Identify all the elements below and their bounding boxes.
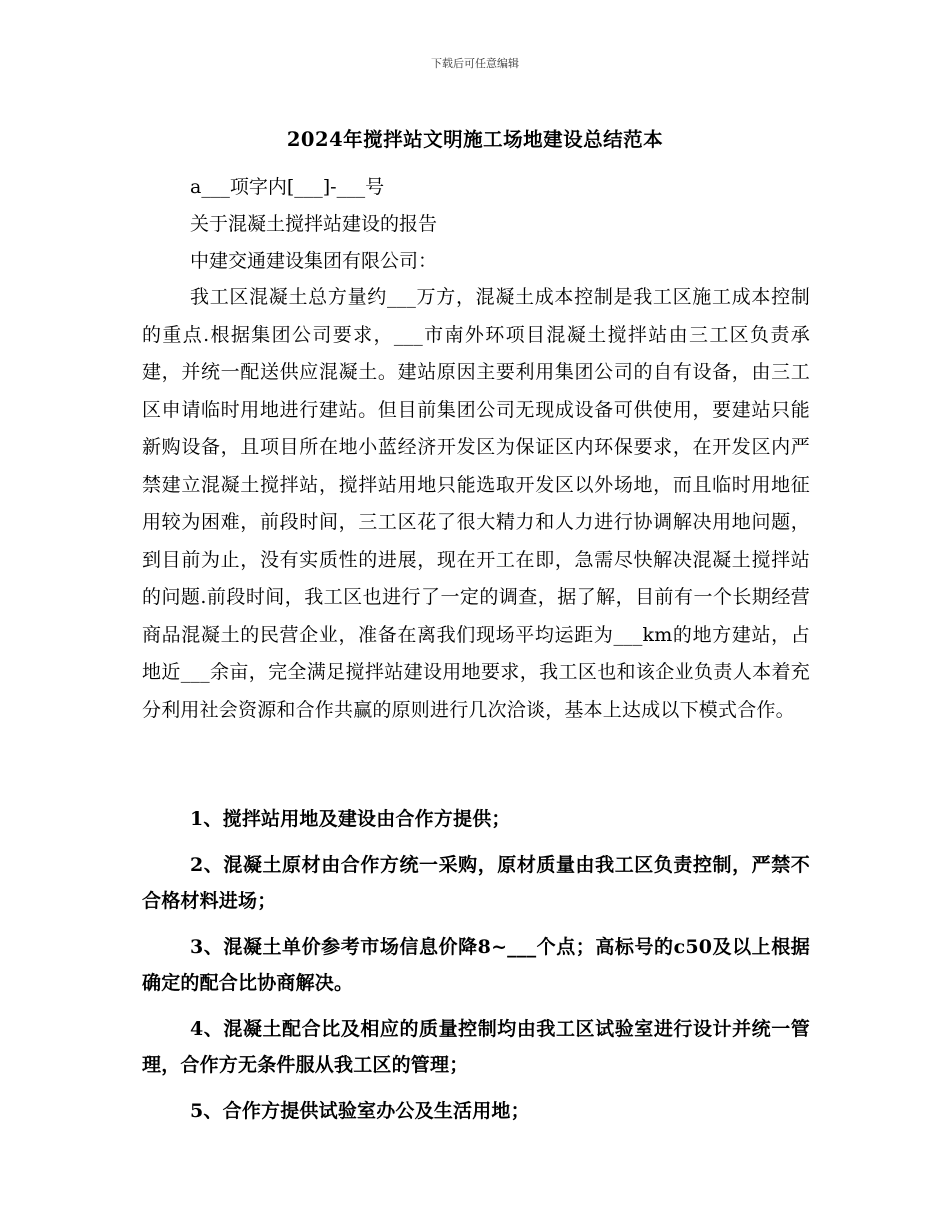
cooperation-terms-list xyxy=(142,801,810,1139)
document-title: 2024年搅拌站文明施工场地建设总结范本 xyxy=(286,128,664,151)
report-subject: 关于混凝土搅拌站建设的报告 xyxy=(190,213,438,235)
list-item: 4、混凝土配合比及相应的质量控制均由我工区试验室进行设计并统一管理，合作方无条件服从我工区的管理； xyxy=(142,1018,810,1076)
page-header-note: 下载后可任意编辑 xyxy=(431,57,519,70)
document-number: a___项字内[___]-___号 xyxy=(190,176,385,198)
body-paragraph: 我工区混凝土总方量约___万方，混凝土成本控制是我工区施工成本控制的重点.根据集团公司要求，___市南外环项目混凝土搅拌站由三工区负责承建，并统一配送供应混凝土。建站原因主要利用集团公司的自有设备，由三工区申请临时用地进行建站。但目前集团公司无现成设备可供使用，要建站只能新购设备，且项目所在地小蓝经济开发区为保证区内环保要求，在开发区内严禁建立混凝土搅拌站，搅拌站用地只能选取开发区以外场地，而且临时用地征用较为困难，前段时间，三工区花了很大精力和人力进行协调解决用地问题，到目前为止，没有实质性的进展，现在开工在即，急需尽快解决混凝土搅拌站的问题.前段时间，我工区也进行了一定的调查，据了解，目前有一个长期经营商品混凝土的民营企业，准备在离我们现场平均运距为___km的地方建站，占地近___余亩，完全满足搅拌站建设用地要求，我工区也和该企业负责人本着充分利用社会资源和合作共赢的原则进行几次洽谈，基本上达成以下模式合作。 xyxy=(142,286,810,721)
list-item: 2、混凝土原材由合作方统一采购，原材质量由我工区负责控制，严禁不合格材料进场； xyxy=(142,854,810,912)
addressee: 中建交通建设集团有限公司： xyxy=(190,250,438,272)
list-item: 1、搅拌站用地及建设由合作方提供； xyxy=(190,808,511,830)
list-item: 5、合作方提供试验室办公及生活用地； xyxy=(190,1100,530,1122)
list-item: 3、混凝土单价参考市场信息价降8~___个点；高标号的c50及以上根据确定的配合比协商解决。 xyxy=(142,936,810,994)
